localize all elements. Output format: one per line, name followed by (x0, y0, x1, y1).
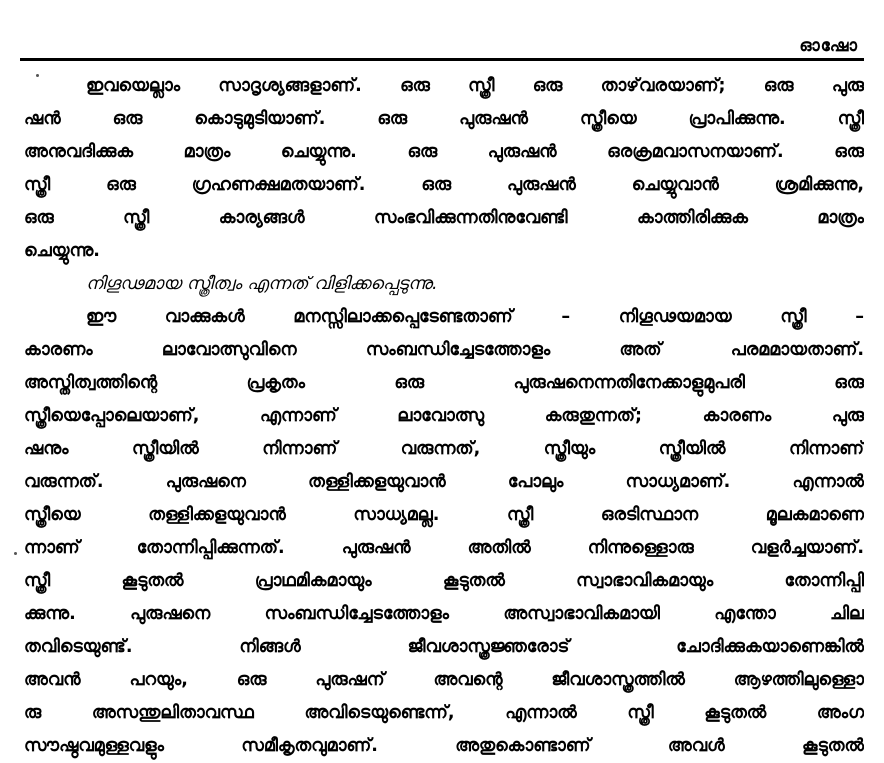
text-line: ഷൻ ഒരു കൊടുമുടിയാണ്. ഒരു പുരുഷൻ സ്ത്രീയെ പ്രാപിക്കുന്നു. സ്ത്രീ (24, 109, 864, 129)
text-line: സ്ത്രീയെപ്പോലെയാണ്, എന്നാണ് ലാവോത്സു കരുതുന്നത്; കാരണം പുരു (24, 406, 864, 426)
body-text (24, 70, 864, 763)
text-line: ഇവയെല്ലാം സാദൃശ്യങ്ങളാണ്. ഒരു സ്ത്രീ ഒരു താഴ്‌വരയാണ്; ഒരു പുരു (86, 76, 864, 96)
text-line: ഈ വാക്കുകൾ മനസ്സിലാക്കപ്പെടേണ്ടതാണ് – നിഗൂഢയമായ സ്ത്രീ – (86, 307, 864, 327)
text-line: വരുന്നത്. പുരുഷനെ തള്ളിക്കളയുവാൻ പോലും സാധ്യമാണ്. എന്നാൽ (24, 472, 864, 492)
text-line: തവിടെയുണ്ട്. നിങ്ങൾ ജീവശാസ്ത്രജ്ഞരോട് ചോദിക്കുകയാണെങ്കിൽ (24, 637, 864, 657)
text-line: കാരണം ലാവോത്സുവിനെ സംബന്ധിച്ചേടത്തോളം അത് പരമമായതാണ്. (24, 340, 864, 360)
paragraph (24, 70, 864, 268)
text-line: സ്ത്രീ ഒരു ഗ്രഹണക്ഷമതയാണ്. ഒരു പുരുഷൻ ചെയ്യുവാൻ ശ്രമിക്കുന്നു, (24, 175, 864, 195)
text-line: ചെയ്യുന്നു. (24, 241, 100, 261)
paragraph (24, 301, 864, 763)
text-line: അസ്തിത്വത്തിന്റെ പ്രകൃതം ഒരു പുരുഷനെന്നതിനേക്കാളുമുപരി ഒരു (24, 373, 864, 393)
text-line: ക്കുന്നു. പുരുഷനെ സംബന്ധിച്ചേടത്തോളം അസ്വാഭാവികമായി എന്തോ ചില (24, 604, 864, 624)
text-line: ന്നാണ് തോന്നിപ്പിക്കുന്നത്. പുരുഷൻ അതിൽ നിന്നുള്ളൊരു വളർച്ചയാണ്. (24, 538, 864, 558)
text-line: സ്ത്രീ കൂടുതൽ പ്രാഥമികമായും കൂടുതൽ സ്വാഭാവികമായും തോന്നിപ്പി (24, 571, 864, 591)
text-line: അനുവദിക്കുക മാത്രം ചെയ്യുന്നു. ഒരു പുരുഷൻ ഒരക്രമവാസനയാണ്. ഒരു (24, 142, 864, 162)
text-line: ഒരു സ്ത്രീ കാര്യങ്ങൾ സംഭവിക്കുന്നതിനുവേണ്ടി കാത്തിരിക്കുക മാത്രം (24, 208, 864, 228)
text-line: സ്ത്രീയെ തള്ളിക്കളയുവാൻ സാധ്യമല്ല. സ്ത്രീ ഒരടിസ്ഥാന മൂലകമാണെ (24, 505, 864, 525)
header-rule (20, 58, 864, 61)
running-header-title: ഓഷോ (799, 36, 858, 56)
text-line: നിഗൂഢമായ സ്ത്രീത്വം എന്നത് വിളിക്കപ്പെടുന്നു. (86, 274, 438, 294)
italic-quote (24, 268, 864, 301)
text-line: അവൻ പറയും, ഒരു പുരുഷന് അവന്റെ ജീവശാസ്ത്രത്തിൽ ആഴത്തിലുള്ളൊ (24, 670, 864, 690)
scan-speck (14, 552, 17, 555)
text-line: ഷനും സ്ത്രീയിൽ നിന്നാണ് വരുന്നത്, സ്ത്രീയും സ്ത്രീയിൽ നിന്നാണ് (24, 439, 864, 459)
text-line: സൗഷ്ഠവമുള്ളവളും സമീകൃതവുമാണ്. അതുകൊണ്ടാണ് അവൾ കൂടുതൽ (24, 736, 864, 756)
text-line: രു അസന്തുലിതാവസ്ഥ അവിടെയുണ്ടെന്ന്, എന്നാൽ സ്ത്രീ കൂടുതൽ അംഗ (24, 703, 864, 723)
